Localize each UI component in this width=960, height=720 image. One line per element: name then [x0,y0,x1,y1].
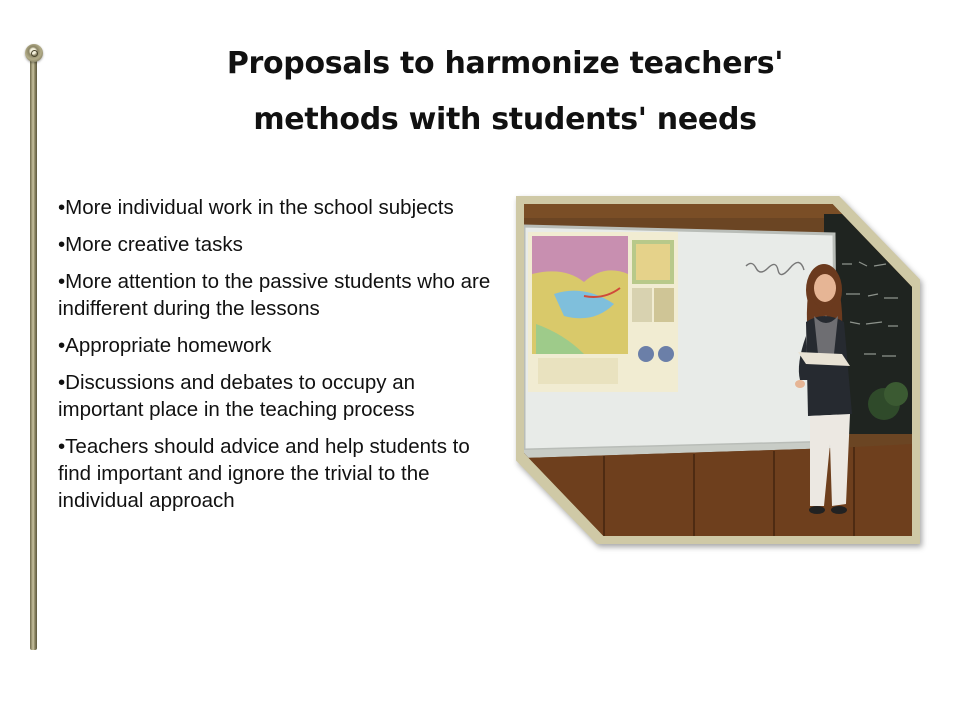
bullet-list [58,194,503,524]
decorative-rod [30,58,37,650]
bullet-item: •More creative tasks [58,233,243,256]
photo-image [524,204,912,536]
bullet-item: •More attention to the passive students who are indifferent during the lessons [58,270,491,320]
classroom-photo [516,196,920,544]
title-line-2: methods with students' needs [253,102,757,137]
rod-knob-icon [25,44,43,62]
bullet-item: •Appropriate homework [58,334,272,357]
classroom-illustration [524,204,912,536]
title-line-1: Proposals to harmonize teachers' [226,46,784,81]
bullet-item: •Discussions and debates to occupy an important place in the teaching process [58,371,416,421]
bullet-item: •Teachers should advice and help students to find important and ignore the trivial to the individual approach [58,435,470,512]
bullet-item: •More individual work in the school subjects [58,196,454,219]
slide-title [130,36,880,148]
